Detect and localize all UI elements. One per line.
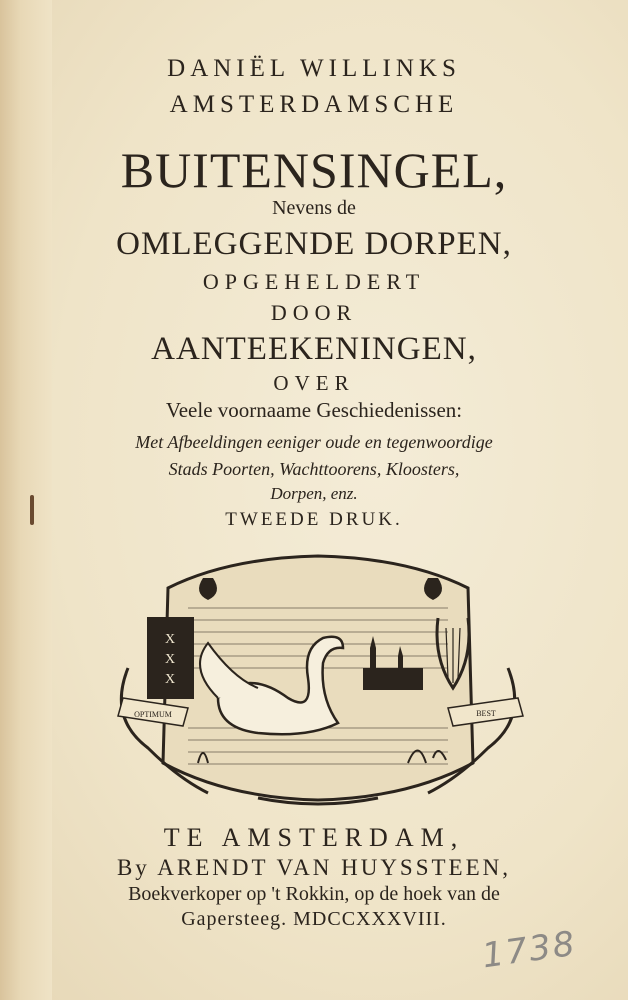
author-name: DANIËL WILLINKS: [167, 55, 461, 82]
title-line-7: OVER: [273, 371, 355, 395]
title-line-6: AANTEEKENINGEN,: [151, 331, 477, 367]
title-line-2: BUITENSINGEL,: [120, 142, 508, 198]
ribbon-right-text: BEST: [476, 709, 496, 718]
edition-text: TWEEDE DRUK.: [225, 509, 403, 530]
italic-line-1: Met Afbeeldingen eeniger oude en tegenwoordige: [135, 432, 493, 452]
subtitle: Veele voornaame Geschiedenissen:: [165, 398, 463, 422]
title-line-3: OMLEGGENDE DORPEN,: [116, 226, 512, 262]
svg-text:X: X: [164, 672, 176, 687]
imprint-address: Boekverkoper op 't Rokkin, op de hoek van de: [128, 883, 500, 905]
imprint-printer: By ARENDT VAN HUYSSTEEN,: [116, 855, 512, 880]
title-line-4: OPGEHELDERT: [202, 269, 426, 294]
italic-line-3: Dorpen, enz.: [270, 484, 358, 503]
imprint-address-2: Gapersteeg. MDCCXXXVIII.: [181, 908, 447, 930]
imprint-place: TE AMSTERDAM,: [163, 823, 465, 852]
italic-line-2: Stads Poorten, Wachttoorens, Kloosters,: [168, 459, 460, 479]
ribbon-left-text: OPTIMUM: [134, 710, 172, 719]
handwritten-year: 1738: [479, 923, 579, 977]
swan-vignette-icon: [108, 548, 528, 810]
connector-text: Nevens de: [272, 197, 356, 219]
title-line-5: DOOR: [270, 300, 358, 325]
title-line-1: AMSTERDAMSCHE: [169, 91, 459, 118]
svg-text:X: X: [164, 652, 176, 667]
svg-text:X: X: [164, 632, 176, 647]
